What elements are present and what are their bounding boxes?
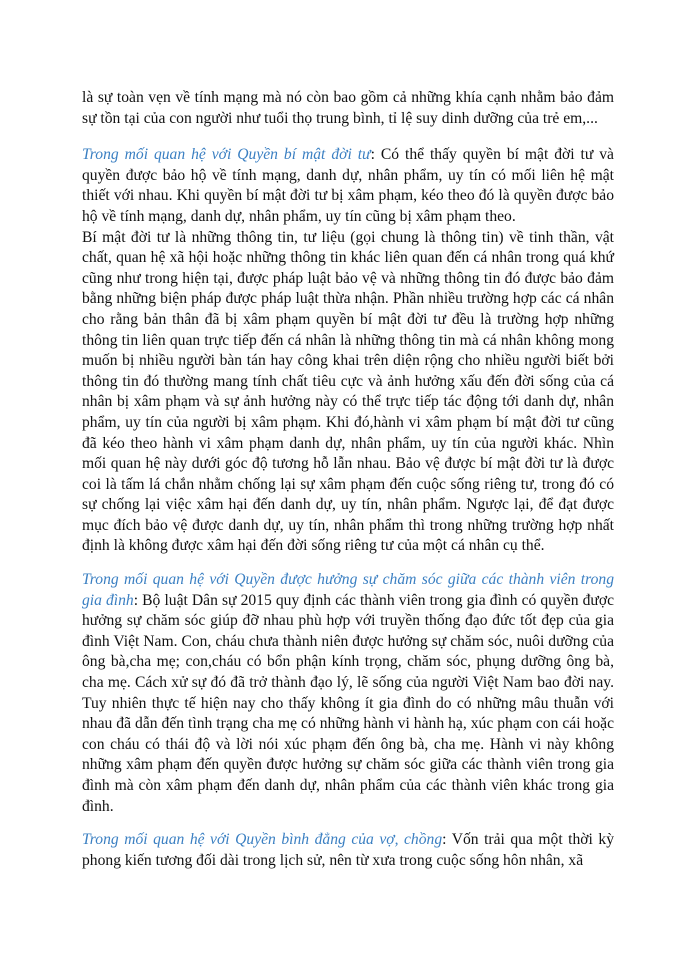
paragraph-family-care-relation: [82, 570, 614, 817]
paragraph-lead-heading: Trong mối quan hệ với Quyền bình đẳng của vợ, chồng: [82, 831, 443, 849]
paragraph-body: Vốn trải qua một thời kỳ phong kiến tương đối dài trong lịch sử, nên từ xưa trong cuộc sống hôn nhân, xã: [82, 831, 615, 869]
paragraph-privacy-relation: [82, 145, 614, 227]
lead-colon: :: [370, 146, 381, 164]
paragraph-lead-heading: Trong mối quan hệ với Quyền được hưởng sự chăm sóc giữa các thành viên trong gia đình: [82, 571, 614, 609]
lead-colon: :: [442, 831, 452, 849]
paragraph-lead-heading: Trong mối quan hệ với Quyền bí mật đời tư: [82, 146, 371, 164]
lead-colon: :: [133, 591, 143, 609]
paragraph-continuation: là sự toàn vẹn về tính mạng mà nó còn bao gồm cả những khía cạnh nhằm bảo đảm sự tồn tại của con người như tuổi thọ trung bình, tỉ lệ suy dinh dưỡng của trẻ em,...: [82, 89, 614, 127]
paragraph-privacy-definition: Bí mật đời tư là những thông tin, tư liệu (gọi chung là thông tin) về tinh thần, vật chất, quan hệ xã hội hoặc những thông tin khác liên quan đến cá nhân trong quá khứ cũng như trong hiện tại, được pháp luật bảo vệ và những thông tin đó được bảo đảm bằng những biện pháp được pháp luật thừa nhận. Phần nhiều trường hợp các cá nhân cho rằng bản thân đã bị xâm phạm quyền bí mật đời tư đều là trường hợp những thông tin liên quan trực tiếp đến cá nhân là những thông tin mà cá nhân không mong muốn bị nhiều người bàn tán hay công khai trên diện rộng cho nhiều người biết bởi thông tin đó thường mang tính chất tiêu cực và ảnh hưởng xấu đến đời sống của cá nhân bị xâm phạm và sự ảnh hưởng này có thể trực tiếp tác động tới danh dự, nhân phẩm, uy tín của người bị xâm phạm. Khi đó,hành vi xâm phạm bí mật đời tư cũng đã kéo theo hành vi xâm phạm danh dự, nhân phẩm, uy tín của người khác. Nhìn mối quan hệ này dưới góc độ tương hỗ lẫn nhau. Bảo vệ được bí mật đời tư là được coi là tấm lá chắn nhằm chống lại sự xâm phạm đến cuộc sống riêng tư, trong đó có sự chống lại việc xâm hại đến danh dự, uy tín, nhân phẩm. Ngược lại, để đạt được mục đích bảo vệ được danh dự, uy tín, nhân phẩm thì trong những trường hợp nhất định là không được xâm hại đến đời sống riêng tư của một cá nhân cụ thể.: [82, 228, 614, 555]
paragraph-body: Bộ luật Dân sự 2015 quy định các thành viên trong gia đình có quyền được hưởng sự chăm sóc giúp đỡ nhau phù hợp với truyền thống đạo đức tốt đẹp của gia đình Việt Nam. Con, cháu chưa thành niên được hưởng sự chăm sóc, nuôi dưỡng của ông bà,cha mẹ; con,cháu có bổn phận kính trọng, chăm sóc, phụng dưỡng ông bà, cha mẹ. Cách xử sự đó đã trở thành đạo lý, lẽ sống của người Việt Nam bao đời nay. Tuy nhiên thực tế hiện nay cho thấy không ít gia đình do có những mâu thuẫn với nhau đã dẫn đến tình trạng cha mẹ có những hành vi hành hạ, xúc phạm con cái hoặc con cháu có thái độ và lời nói xúc phạm đến ông bà, cha mẹ. Hành vi này không những xâm phạm đến quyền được hưởng sự chăm sóc giữa các thành viên trong gia đình mà còn xâm phạm đến danh dự, nhân phẩm của các thành viên khác trong gia đình.: [82, 591, 614, 815]
paragraph-spouse-equality-relation: [82, 830, 614, 871]
paragraph-body: Có thể thấy quyền bí mật đời tư và quyền được bảo hộ về tính mạng, danh dự, nhân phẩm, uy tín có mối liên hệ mật thiết với nhau. Khi quyền bí mật đời tư bị xâm phạm, kéo theo đó là quyền được bảo hộ về tính mạng, danh dự, nhân phẩm, uy tín cũng bị xâm phạm theo.: [82, 146, 614, 225]
